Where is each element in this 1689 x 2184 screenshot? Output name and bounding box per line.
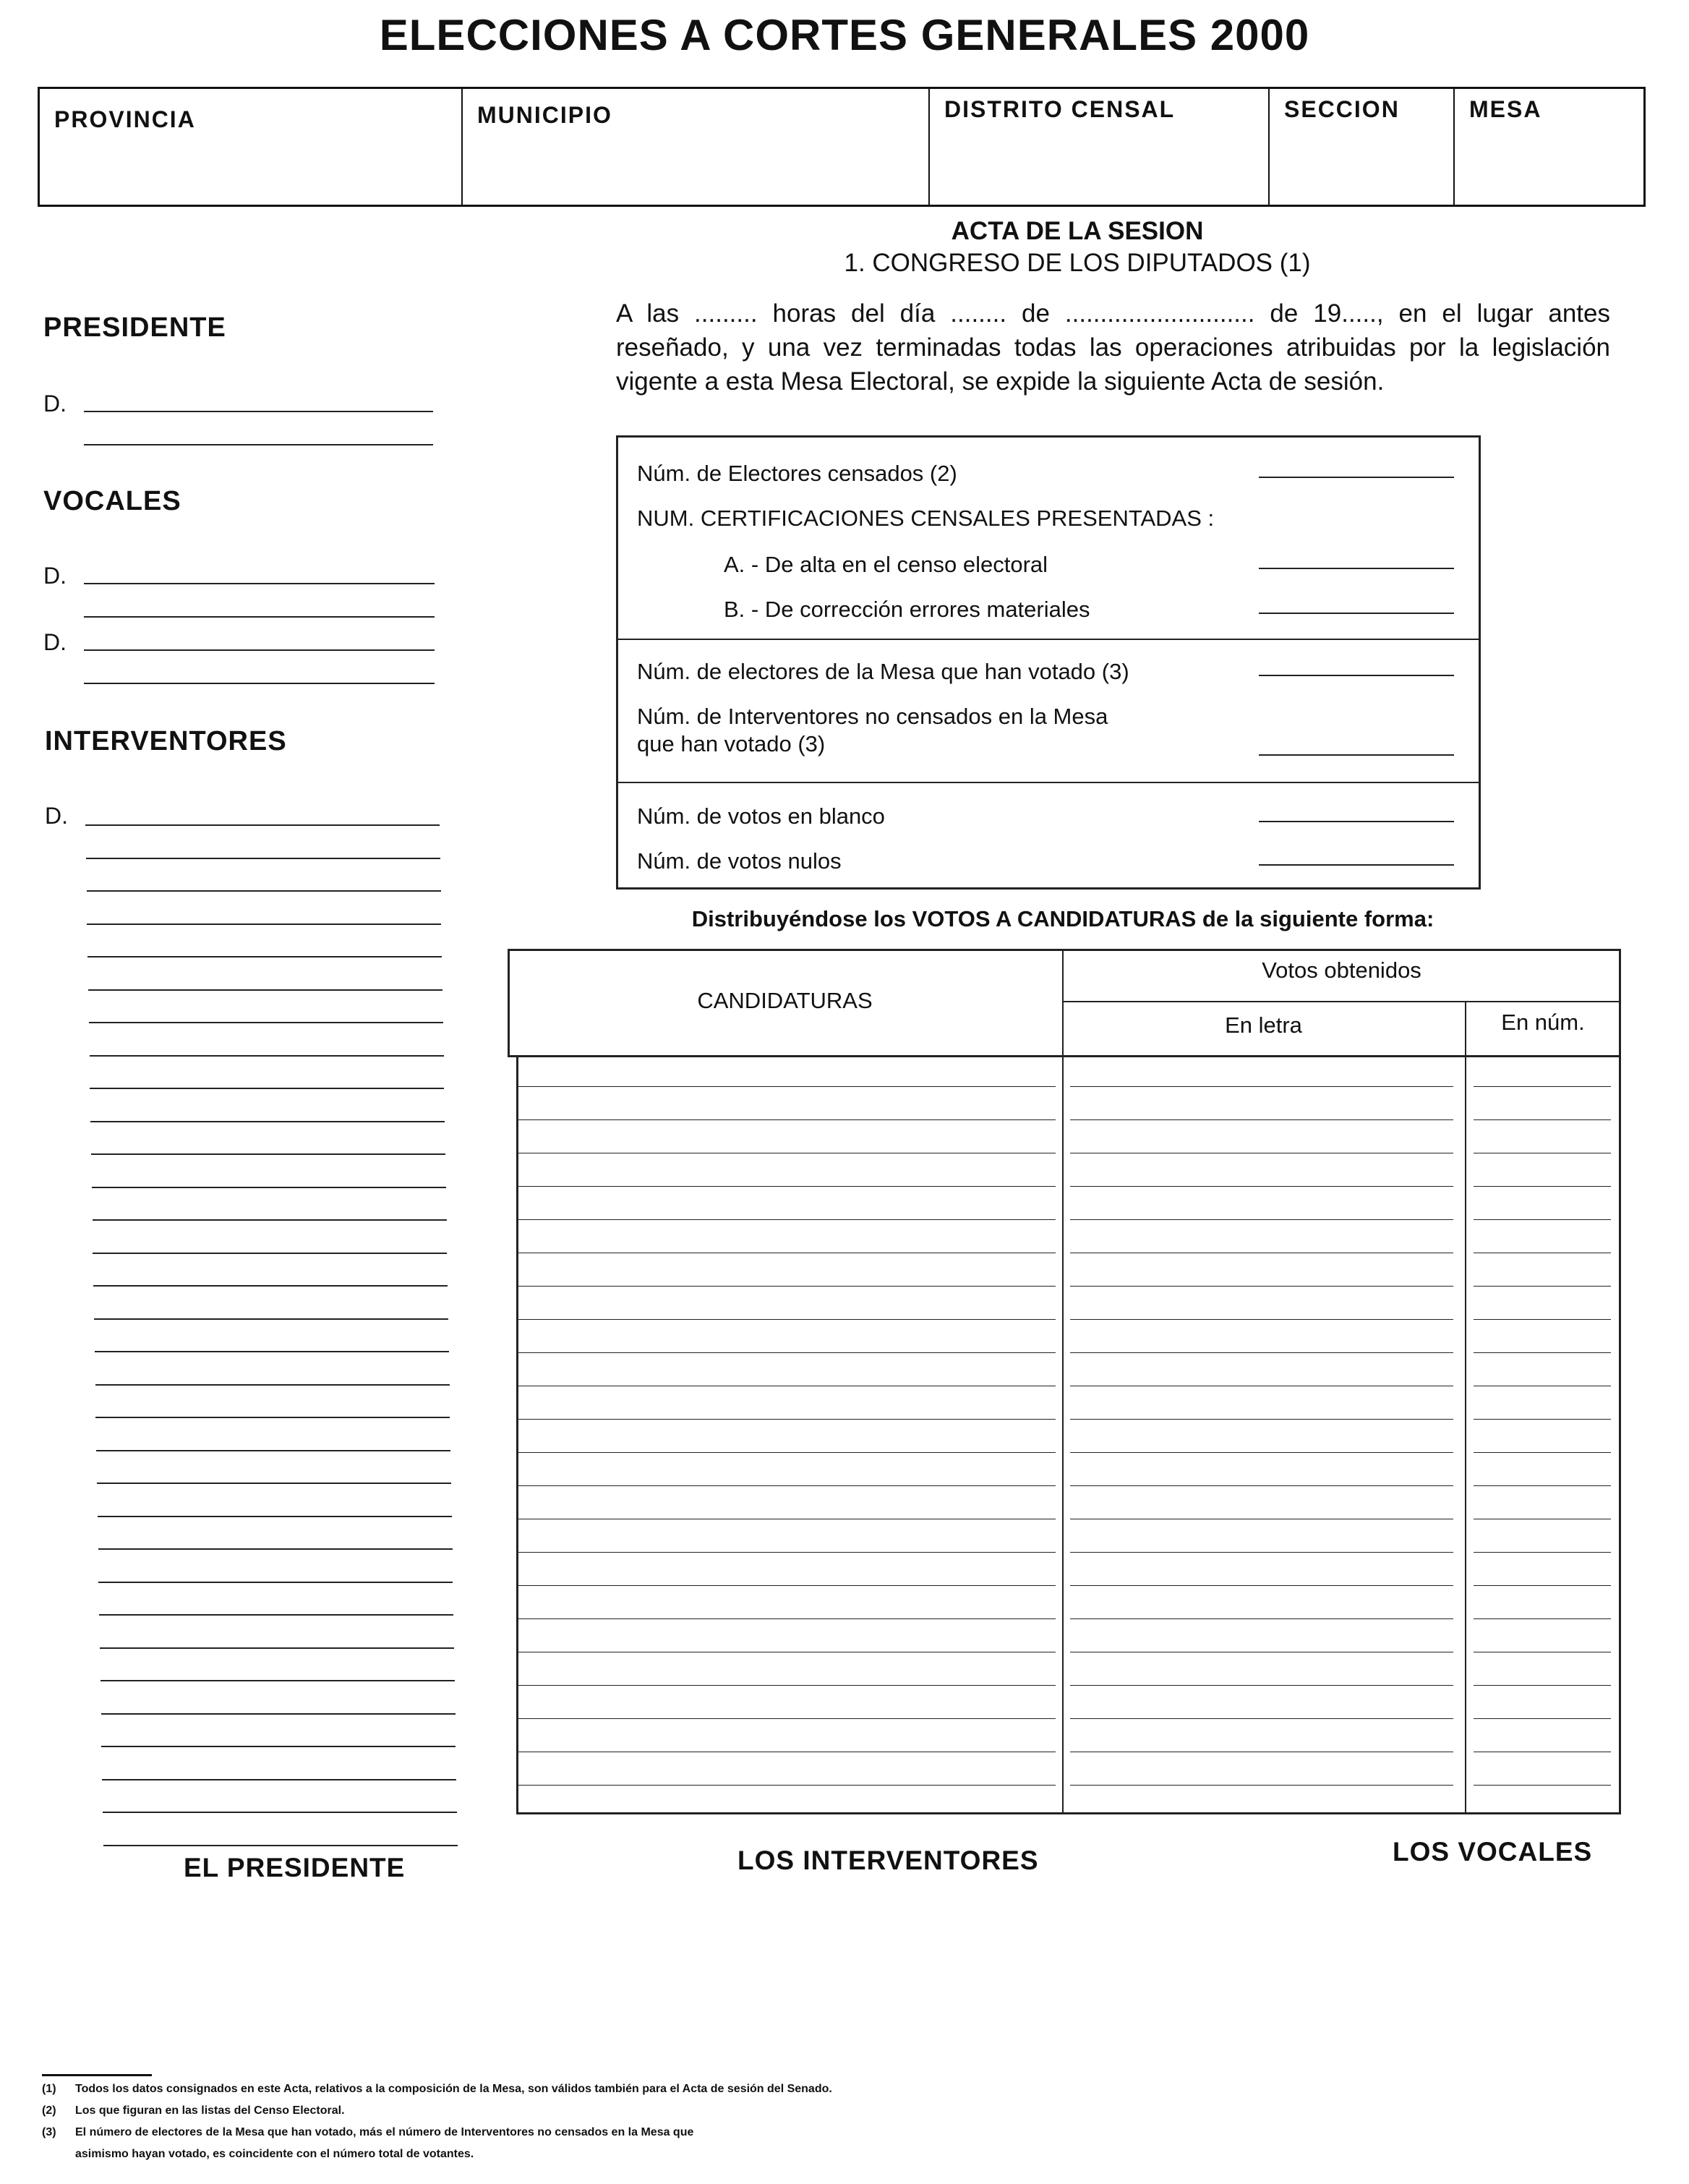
- interventor-line[interactable]: [86, 858, 440, 859]
- en-letra-line[interactable]: [1070, 1485, 1453, 1486]
- interventor-line[interactable]: [101, 1680, 455, 1681]
- en-num-line[interactable]: [1474, 1119, 1611, 1120]
- municipio-field[interactable]: MUNICIPIO: [463, 89, 930, 205]
- vocal-1-line[interactable]: [84, 616, 435, 618]
- candidatura-line[interactable]: [518, 1685, 1056, 1686]
- votos-blanco-input[interactable]: [1259, 821, 1454, 822]
- en-letra-line[interactable]: [1070, 1618, 1453, 1619]
- interventor-line[interactable]: [92, 1187, 446, 1188]
- vocal-2-line[interactable]: [84, 649, 435, 651]
- votos-obtenidos-header: Votos obtenidos: [1262, 957, 1421, 983]
- vocales-label: VOCALES: [43, 486, 181, 516]
- en-num-line[interactable]: [1474, 1618, 1611, 1619]
- candidatura-line[interactable]: [518, 1219, 1056, 1220]
- en-letra-line[interactable]: [1070, 1452, 1453, 1453]
- candidatura-line[interactable]: [518, 1718, 1056, 1719]
- box-divider: [618, 782, 1479, 783]
- table-right-border: [1619, 1057, 1621, 1813]
- en-num-line[interactable]: [1474, 1352, 1611, 1353]
- box-divider: [618, 639, 1479, 640]
- candidatura-line[interactable]: [518, 1186, 1056, 1187]
- table-left-border: [516, 1057, 518, 1813]
- candidaturas-header: CANDIDATURAS: [697, 988, 873, 1013]
- footnote-rule: [42, 2074, 152, 2076]
- provincia-field[interactable]: PROVINCIA: [40, 89, 463, 205]
- votos-nulos-label: Núm. de votos nulos: [637, 848, 842, 874]
- interventores-label: INTERVENTORES: [45, 726, 287, 756]
- candidatura-line[interactable]: [518, 1119, 1056, 1120]
- interventor-line[interactable]: [90, 1121, 445, 1122]
- en-num-line[interactable]: [1474, 1286, 1611, 1287]
- candidaturas-table: [508, 949, 1621, 1814]
- vocal-2-d-label: D.: [43, 629, 67, 655]
- vocal-2-line[interactable]: [84, 683, 435, 684]
- interventor-line[interactable]: [93, 1219, 447, 1221]
- header-divider: [1062, 1001, 1621, 1002]
- column-divider: [1465, 1001, 1466, 1813]
- candidatura-line[interactable]: [518, 1585, 1056, 1586]
- distribucion-heading: Distribuyéndose los VOTOS A CANDIDATURAS de la siguiente forma:: [691, 906, 1434, 931]
- interventor-line[interactable]: [93, 1253, 447, 1254]
- en-num-line[interactable]: [1474, 1485, 1611, 1486]
- en-num-line[interactable]: [1474, 1186, 1611, 1187]
- distrito-censal-field[interactable]: DISTRITO CENSAL: [930, 89, 1270, 205]
- candidatura-line[interactable]: [518, 1785, 1056, 1786]
- footnote-2: (2) Los que figuran en las listas del Censo Electoral.: [42, 2104, 345, 2117]
- en-letra-line[interactable]: [1070, 1119, 1453, 1120]
- en-letra-header: En letra: [1225, 1012, 1302, 1038]
- interventor-line[interactable]: [101, 1746, 456, 1747]
- han-votado-label: Núm. de electores de la Mesa que han votado (3): [637, 659, 1129, 684]
- certificaciones-label: NUM. CERTIFICACIONES CENSALES PRESENTADAS :: [637, 506, 1215, 531]
- en-num-header: En núm.: [1501, 1010, 1585, 1035]
- en-letra-line[interactable]: [1070, 1685, 1453, 1686]
- votos-blanco-label: Núm. de votos en blanco: [637, 803, 885, 829]
- acta-heading: ACTA DE LA SESION: [951, 217, 1204, 245]
- en-letra-line[interactable]: [1070, 1585, 1453, 1586]
- interventor-line[interactable]: [95, 1417, 450, 1418]
- signature-interventores: LOS INTERVENTORES: [737, 1846, 1039, 1875]
- counts-box: [616, 435, 1481, 890]
- interventor-line[interactable]: [90, 1055, 444, 1057]
- vocal-1-d-label: D.: [43, 563, 67, 589]
- en-num-line[interactable]: [1474, 1552, 1611, 1553]
- candidatura-line[interactable]: [518, 1286, 1056, 1287]
- interventor-line[interactable]: [98, 1582, 453, 1583]
- interventor-line[interactable]: [94, 1318, 448, 1320]
- en-letra-line[interactable]: [1070, 1086, 1453, 1087]
- en-num-line[interactable]: [1474, 1319, 1611, 1320]
- en-letra-line[interactable]: [1070, 1552, 1453, 1553]
- interventor-line[interactable]: [100, 1647, 454, 1649]
- interventor-line[interactable]: [93, 1285, 448, 1287]
- interventor-line[interactable]: [102, 1779, 456, 1780]
- interventor-line[interactable]: [103, 1845, 458, 1846]
- vocal-1-line[interactable]: [84, 583, 435, 584]
- candidatura-line[interactable]: [518, 1086, 1056, 1087]
- column-divider: [1062, 949, 1064, 1813]
- interventor-line[interactable]: [99, 1614, 453, 1616]
- interventores-no-censados-input[interactable]: [1259, 754, 1454, 756]
- en-letra-line[interactable]: [1070, 1352, 1453, 1353]
- en-num-line[interactable]: [1474, 1086, 1611, 1087]
- interventor-line[interactable]: [101, 1713, 456, 1715]
- mesa-field[interactable]: MESA: [1469, 96, 1542, 122]
- en-num-line[interactable]: [1474, 1419, 1611, 1420]
- en-num-line[interactable]: [1474, 1452, 1611, 1453]
- interventor-line[interactable]: [88, 989, 442, 991]
- interventor-line[interactable]: [90, 1088, 444, 1089]
- en-letra-line[interactable]: [1070, 1319, 1453, 1320]
- en-num-line[interactable]: [1474, 1219, 1611, 1220]
- votos-nulos-input[interactable]: [1259, 864, 1454, 866]
- interventor-line[interactable]: [85, 824, 440, 826]
- interventores-no-censados-label: Núm. de Interventores no censados en la Mesa: [637, 704, 1108, 729]
- table-bottom-border: [516, 1812, 1621, 1814]
- signature-vocales: LOS VOCALES: [1393, 1837, 1593, 1867]
- interventores-no-censados-label-2: que han votado (3): [637, 731, 826, 756]
- candidatura-line[interactable]: [518, 1319, 1056, 1320]
- footnote-3: (3) El número de electores de la Mesa que han votado, más el número de Interventores no censados en la Mesa que: [42, 2126, 694, 2138]
- correccion-label: B. - De corrección errores materiales: [724, 597, 1090, 622]
- interventor-line[interactable]: [103, 1812, 457, 1813]
- interventor-line[interactable]: [87, 923, 441, 925]
- correccion-input[interactable]: [1259, 613, 1454, 614]
- candidatura-line[interactable]: [518, 1352, 1056, 1353]
- han-votado-input[interactable]: [1259, 675, 1454, 676]
- presidente-label: PRESIDENTE: [43, 312, 226, 343]
- electores-censados-input[interactable]: [1259, 477, 1454, 478]
- footnote-3-cont: asimismo hayan votado, es coincidente con el número total de votantes.: [75, 2148, 474, 2160]
- en-letra-line[interactable]: [1070, 1286, 1453, 1287]
- en-num-line[interactable]: [1474, 1785, 1611, 1786]
- interventor-line[interactable]: [95, 1351, 449, 1352]
- electores-censados-label: Núm. de Electores censados (2): [637, 461, 957, 486]
- interventores-d-label: D.: [45, 803, 68, 829]
- presidente-line[interactable]: [84, 411, 433, 412]
- en-letra-line[interactable]: [1070, 1219, 1453, 1220]
- interventor-line[interactable]: [91, 1153, 445, 1155]
- candidatura-line[interactable]: [518, 1552, 1056, 1553]
- interventor-line[interactable]: [87, 956, 442, 957]
- candidatura-line[interactable]: [518, 1452, 1056, 1453]
- en-letra-line[interactable]: [1070, 1785, 1453, 1786]
- interventor-line[interactable]: [98, 1548, 453, 1550]
- en-num-line[interactable]: [1474, 1685, 1611, 1686]
- alta-label: A. - De alta en el censo electoral: [724, 552, 1048, 577]
- en-num-line[interactable]: [1474, 1718, 1611, 1719]
- alta-input[interactable]: [1259, 568, 1454, 569]
- interventor-line[interactable]: [89, 1022, 443, 1023]
- candidatura-line[interactable]: [518, 1419, 1056, 1420]
- interventor-line[interactable]: [98, 1516, 452, 1517]
- header-table: [38, 87, 1646, 207]
- signature-presidente: EL PRESIDENTE: [184, 1853, 406, 1882]
- interventor-line[interactable]: [95, 1384, 450, 1386]
- interventor-line[interactable]: [96, 1450, 450, 1451]
- page-title: ELECCIONES A CORTES GENERALES 2000: [379, 11, 1310, 59]
- en-num-line[interactable]: [1474, 1585, 1611, 1586]
- en-letra-line[interactable]: [1070, 1718, 1453, 1719]
- interventor-line[interactable]: [87, 890, 441, 892]
- acta-subheading: 1. CONGRESO DE LOS DIPUTADOS (1): [844, 249, 1311, 277]
- candidatura-line[interactable]: [518, 1485, 1056, 1486]
- interventor-line[interactable]: [97, 1483, 451, 1484]
- footnote-1: (1) Todos los datos consignados en este Acta, relativos a la composición de la Mesa, son válidos también para el Acta de sesión del Senado.: [42, 2083, 832, 2095]
- seccion-field[interactable]: SECCION: [1270, 89, 1455, 205]
- presidente-line[interactable]: [84, 444, 433, 445]
- acta-intro: A las ......... horas del día ........ de ........................... de 19....., en el lugar antes reseñado, y una vez terminadas todas las operaciones atribuidas por la legislación vigente a esta Mesa Electoral, se expide la siguiente Acta de sesión.: [616, 299, 1610, 396]
- presidente-d-label: D.: [43, 391, 67, 417]
- en-letra-line[interactable]: [1070, 1186, 1453, 1187]
- candidatura-line[interactable]: [518, 1618, 1056, 1619]
- en-letra-line[interactable]: [1070, 1419, 1453, 1420]
